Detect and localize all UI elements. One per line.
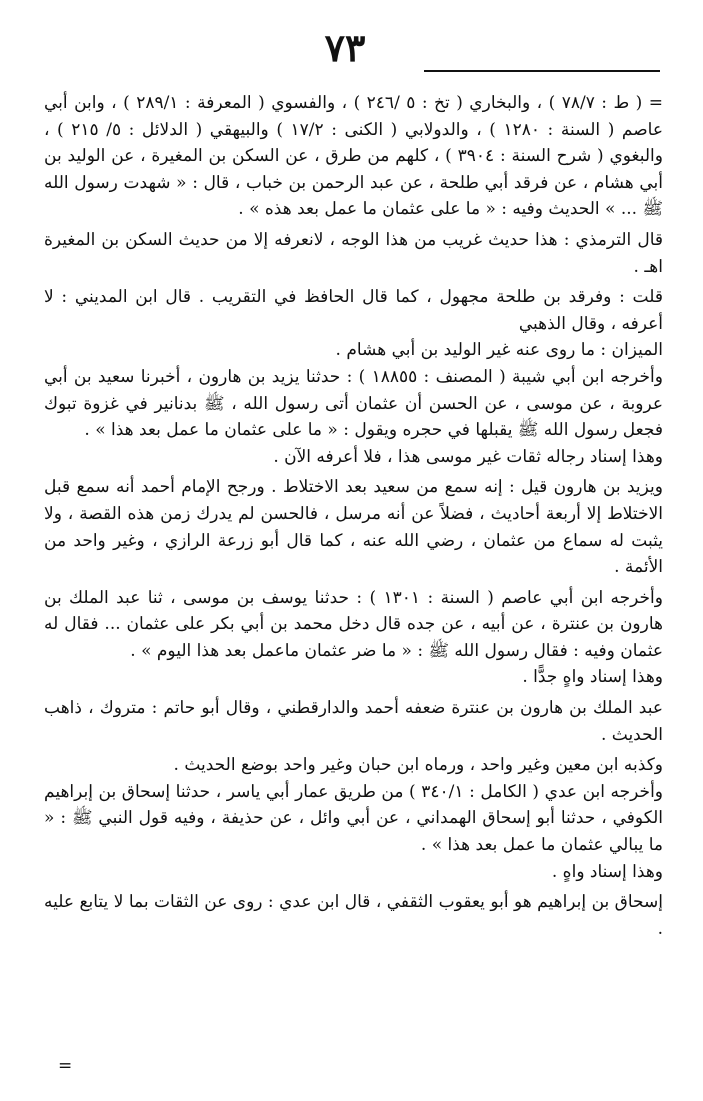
paragraph: وأخرجه ابن عدي ( الكامل : ٣٤٠/١ ) من طريق عمار أبي ياسر ، حدثنا إسحاق بن إبراهيم الكوفي ، حدثنا أبو إسحاق الهمداني ، عن أبي وائل ، عن حذيفة ، وفيه قول النبي ﷺ : « ما يبالي عثمان ما عمل بعد هذا » . <box>44 781 664 856</box>
paragraph: وهذا إسناد واهٍ . <box>551 861 663 882</box>
paragraph: وهذا إسناد واهٍ جدًّا . <box>522 667 663 688</box>
paragraph: = ( ط : ٧٨/٧ ) ، والبخاري ( تخ : ٥ /٢٤٦ ) ، والفسوي ( المعرفة : ٢٨٩/١ ) ، وابن أبي عاصم ( السنة : ١٢٨٠ ) ، والدولابي ( الكنى : ١٧/٢ ) والبيهقي ( الدلائل : ٥/ ٢١٥ ) ، والبغوي ( شرح السنة : ٣٩٠٤ ) ، كلهم من طرق ، عن السكن بن المغيرة ، عن الوليد بن أبي هشام ، عن فرقد أبي طلحة ، عن عبد الرحمن بن خباب ، قال : « شهدت رسول الله ﷺ ... » الحديث وفيه : « ما على عثمان ما عمل بعد هذه » . <box>44 93 664 220</box>
paragraph: وأخرجه ابن أبي عاصم ( السنة : ١٣٠١ ) : حدثنا يوسف بن موسى ، ثنا عبد الملك بن هارون بن عنترة ، عن أبيه ، عن جده قال دخل محمد بن أبي بكر على عثمان ... فقال له عثمان وفيه : فقال رسول الله ﷺ : « ما ضر عثمان ماعمل بعد هذا اليوم » . <box>44 587 663 661</box>
paragraph: الميزان : ما روى عنه غير الوليد بن أبي هشام . <box>335 340 663 361</box>
paragraph: قال الترمذي : هذا حديث غريب من هذا الوجه ، لانعرفه إلا من حديث السكن بن المغيرة اهـ . <box>44 229 663 277</box>
paragraph: وكذبه ابن معين وغير واحد ، ورماه ابن حبان وغير واحد بوضع الحديث . <box>173 755 663 776</box>
paragraph: وأخرجه ابن أبي شيبة ( المصنف : ١٨٨٥٥ ) : حدثنا يزيد بن هارون ، أخبرنا سعيد بن أبي عروبة ، عن موسى ، عن الحسن أن عثمان أتى رسول الله ، ﷺ بدنانير في غزوة تبوك فجعل رسول الله ﷺ يقبلها في حجره ويقول : « ما على عثمان ما عمل بعد هذا » . <box>44 366 663 441</box>
paragraph: ويزيد بن هارون قيل : إنه سمع من سعيد بعد الاختلاط . ورجح الإمام أحمد أنه سمع قبل الاختلاط إلا أربعة أحاديث ، فضلاً عن أنه مرسل ، فالحسن لم يدرك زمن هذه القصة ، ولا يثبت له سماع من عثمان ، رضي الله عنه ، كما قال أبو زرعة الرازي ، وغير واحد من الأئمة . <box>44 477 663 578</box>
page-text <box>44 90 663 942</box>
continuation-mark: = <box>58 1056 73 1076</box>
paragraph: إسحاق بن إبراهيم هو أبو يعقوب الثقفي ، قال ابن عدي : روى عن الثقات بما لا يتابع عليه . <box>44 892 663 939</box>
paragraph: وهذا إسناد رجاله ثقات غير موسى هذا ، فلا أعرفه الآن . <box>273 446 663 467</box>
page-number: ٧٣ <box>324 25 366 70</box>
paragraph: قلت : وفرقد بن طلحة مجهول ، كما قال الحافظ في التقريب . قال ابن المديني : لا أعرفه ، وقال الذهبي <box>44 287 663 334</box>
paragraph: عبد الملك بن هارون بن عنترة ضعفه أحمد والدارقطني ، وقال أبو حاتم : متروك ، ذاهب الحديث . <box>44 698 663 745</box>
header-rule <box>424 70 660 72</box>
